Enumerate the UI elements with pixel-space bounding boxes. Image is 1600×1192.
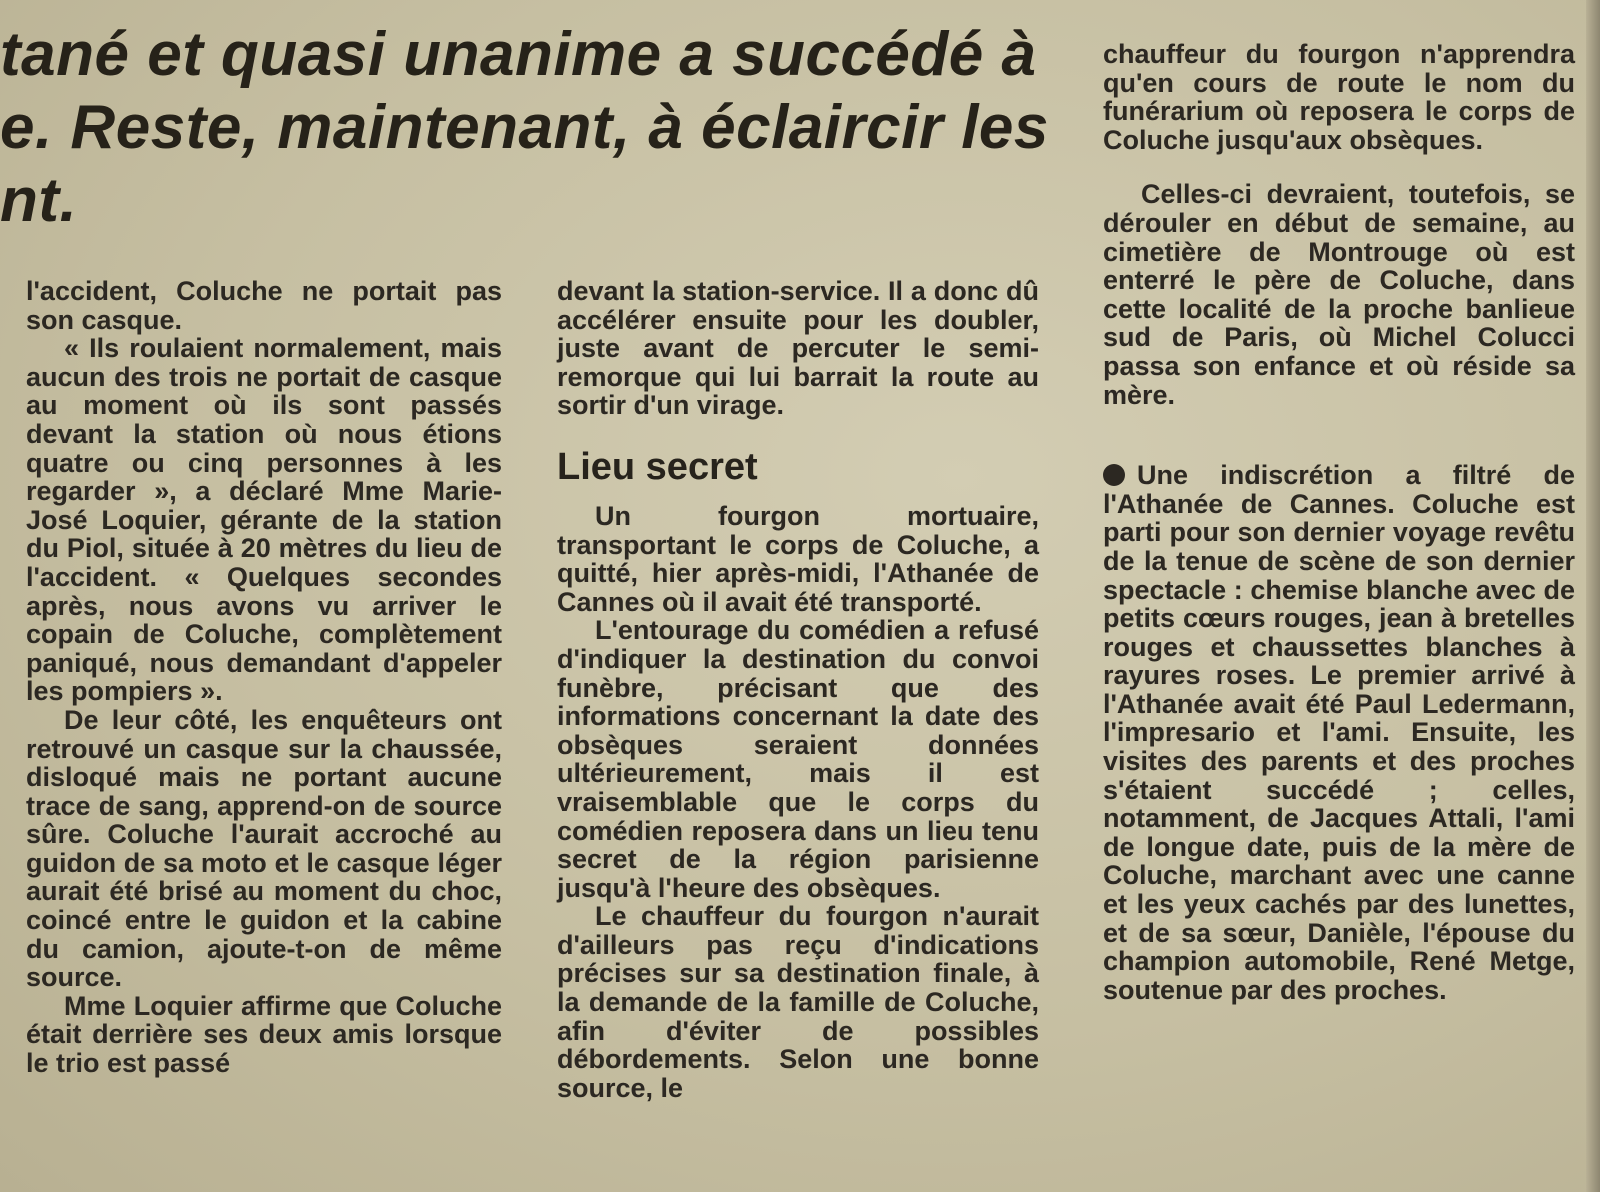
paragraph: chauffeur du fourgon n'apprendra qu'en cours de route le nom du funérarium où reposera le corps de Coluche jusqu'aux obsèques. <box>1103 39 1575 155</box>
article-column-3 <box>1103 40 1575 1004</box>
page-edge <box>1586 0 1600 1192</box>
paragraph: Un fourgon mortuaire, transportant le corps de Coluche, a quitté, hier après-midi, l'Athanée de Cannes où il avait été transporté. <box>557 500 1039 617</box>
bullet-paragraph-text: Une indiscrétion a filtré de l'Athanée de Cannes. Coluche est parti pour son dernier voyage revêtu de la tenue de scène de son dernier spectacle : chemise blanche avec de petits cœurs rouges, jean à bretelles rouges et chaussettes blanches à rayures roses. Le premier arrivé à l'Athanée avait été Paul Ledermann, l'impresario et l'ami. Ensuite, les visites des parents et des proches s'étaient succédé ; celles, notamment, de Jacques Attali, l'ami de longue date, puis de la mère de Coluche, marchant avec une canne et les yeux cachés par des lunettes, et de sa sœur, Danièle, l'épouse du champion automobile, René Metge, soutenue par des proches. <box>1103 460 1575 1005</box>
paragraph: l'accident, Coluche ne portait pas son casque. <box>26 276 502 335</box>
paragraph: Le chauffeur du fourgon n'aurait d'ailleurs pas reçu d'indications précises sur sa destination finale, à la demande de la famille de Coluche, afin d'éviter de possibles débordements. Selon une bonne source, le <box>557 901 1039 1103</box>
paragraph: L'entourage du comédien a refusé d'indiquer la destination du convoi funèbre, précisant que des informations concernant la date des obsèques seraient données ultérieurement, mais il est vraisemblable que le corps du comédien reposera dans un lieu tenu secret de la région parisienne jusqu'à l'heure des obsèques. <box>557 615 1039 903</box>
paragraph: Mme Loquier affirme que Coluche était derrière ses deux amis lorsque le trio est passé <box>26 990 502 1079</box>
article-column-1 <box>26 277 502 1078</box>
bullet-icon <box>1103 464 1125 486</box>
article-column-2 <box>557 277 1039 1102</box>
headline-line-1: tané et quasi unanime a succédé à <box>0 20 1037 89</box>
headline <box>0 18 1060 237</box>
bullet-paragraph <box>1103 461 1575 1004</box>
section-subheading: Lieu secret <box>557 445 758 488</box>
paragraph: devant la station-service. Il a donc dû accélérer ensuite pour les doubler, juste avant de percuter le semi-remorque qui lui barrait la route au sortir d'un virage. <box>557 276 1039 421</box>
paragraph: De leur côté, les enquêteurs ont retrouvé un casque sur la chaussée, disloqué mais ne portant aucune trace de sang, apprend-on de source sûre. Coluche l'aurait accroché au guidon de sa moto et le casque léger aurait été brisé au moment du choc, coincé entre le guidon et la cabine du camion, ajoute-t-on de même source. <box>26 704 502 993</box>
paragraph: « Ils roulaient normalement, mais aucun des trois ne portait de casque au moment où ils sont passés devant la station où nous étions quatre ou cinq personnes à les regarder », a déclaré Mme Marie-José Loquier, gérante de la station du Piol, située à 20 mètres du lieu de l'accident. « Quelques secondes après, nous avons vu arriver le copain de Coluche, complètement paniqué, nous demandant d'appeler les pompiers ». <box>26 333 502 707</box>
headline-line-3: nt. <box>0 166 78 235</box>
headline-line-2: e. Reste, maintenant, à éclaircir les <box>0 93 1049 162</box>
paragraph: Celles-ci devraient, toutefois, se dérouler en début de semaine, au cimetière de Montrouge où est enterré le père de Coluche, dans cette localité de la proche banlieue sud de Paris, où Michel Colucci passa son enfance et où réside sa mère. <box>1103 179 1575 410</box>
